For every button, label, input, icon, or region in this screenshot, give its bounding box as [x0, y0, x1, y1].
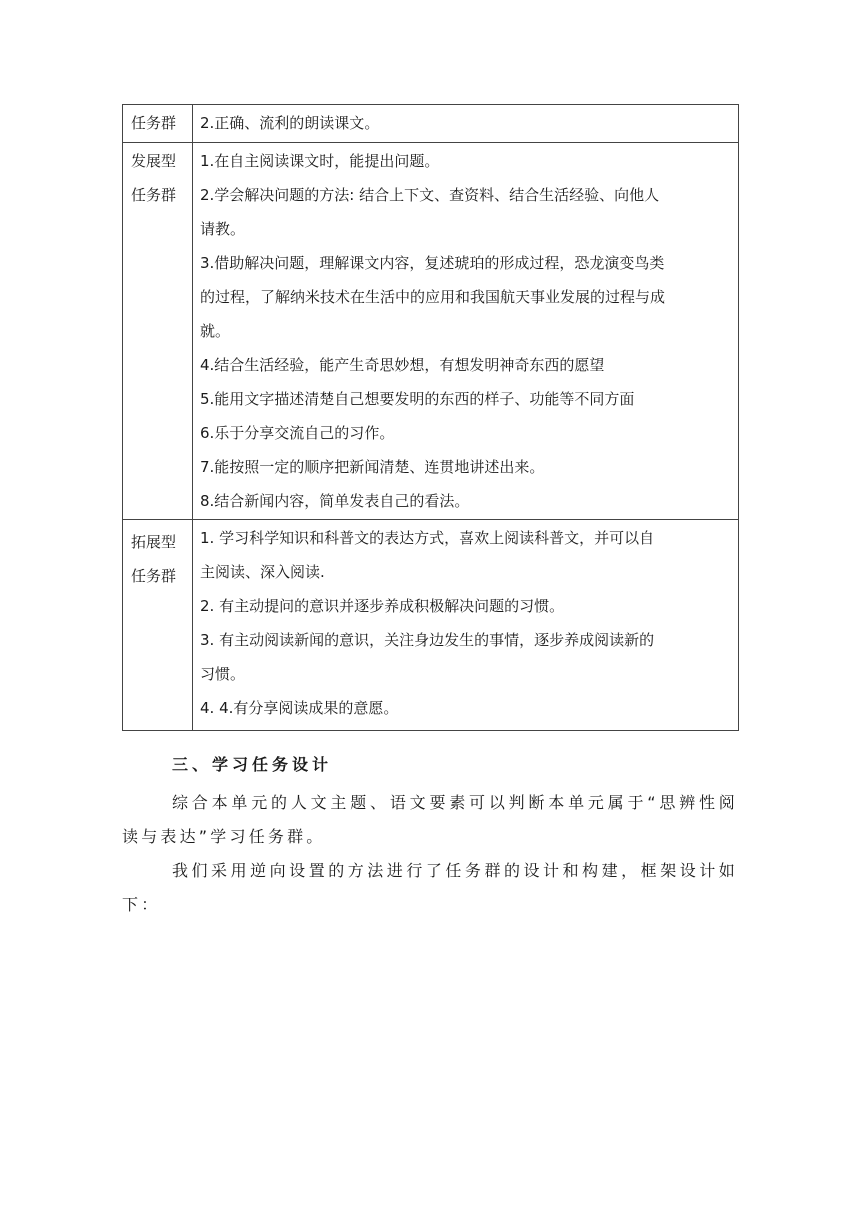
- row-header: [123, 105, 193, 143]
- content-line: 4. 4.有分享阅读成果的意愿。: [200, 699, 399, 717]
- content-line: 3. 有主动阅读新闻的意识，关注身边发生的事情，逐步养成阅读新的: [200, 631, 655, 649]
- table-row: [123, 520, 739, 731]
- content-line: 5.能用文字描述清楚自己想要发明的东西的样子、功能等不同方面: [200, 390, 635, 408]
- content-line: 2. 有主动提问的意识并逐步养成积极解决问题的习惯。: [200, 597, 565, 615]
- row-header-text: 任务群: [131, 114, 177, 132]
- content-line: 6.乐于分享交流自己的习作。: [200, 424, 395, 442]
- row-content: [193, 105, 739, 143]
- content-line: 2.学会解决问题的方法: 结合上下文、查资料、结合生活经验、向他人: [200, 186, 660, 204]
- content-line: 习惯。: [200, 665, 246, 683]
- content-line: 2.正确、流利的朗读课文。: [200, 114, 380, 132]
- content-line: 请教。: [200, 220, 246, 238]
- paragraph: 我们采用逆向设置的方法进行了任务群的设计和构建，框架设计如下：: [122, 861, 738, 914]
- paragraph: 综合本单元的人文主题、语文要素可以判断本单元属于“思辨性阅读与表达”学习任务群。: [122, 793, 738, 846]
- content-line: 8.结合新闻内容，简单发表自己的看法。: [200, 492, 470, 510]
- table-row: [123, 105, 739, 143]
- content-line: 主阅读、深入阅读.: [200, 563, 325, 581]
- row-header-line: 拓展型: [131, 533, 177, 551]
- content-line: 1.在自主阅读课文时，能提出问题。: [200, 152, 440, 170]
- section-heading: 三、学习任务设计: [172, 755, 333, 774]
- row-header-line: 任务群: [131, 186, 177, 204]
- row-content: [193, 143, 739, 520]
- task-group-table: [122, 104, 739, 731]
- content-line: 1. 学习科学知识和科普文的表达方式，喜欢上阅读科普文，并可以自: [200, 529, 655, 547]
- content-line: 4.结合生活经验，能产生奇思妙想，有想发明神奇东西的愿望: [200, 356, 605, 374]
- row-header: [123, 143, 193, 520]
- content-line: 就。: [200, 322, 231, 340]
- row-header-line: 发展型: [131, 152, 177, 170]
- content-line: 7.能按照一定的顺序把新闻清楚、连贯地讲述出来。: [200, 458, 545, 476]
- row-header: [123, 520, 193, 731]
- table-row: [123, 143, 739, 520]
- content-line: 的过程，了解纳米技术在生活中的应用和我国航天事业发展的过程与成: [200, 288, 666, 306]
- row-header-line: 任务群: [131, 567, 177, 585]
- row-content: [193, 520, 739, 731]
- content-line: 3.借助解决问题，理解课文内容，复述琥珀的形成过程，恐龙演变鸟类: [200, 254, 665, 272]
